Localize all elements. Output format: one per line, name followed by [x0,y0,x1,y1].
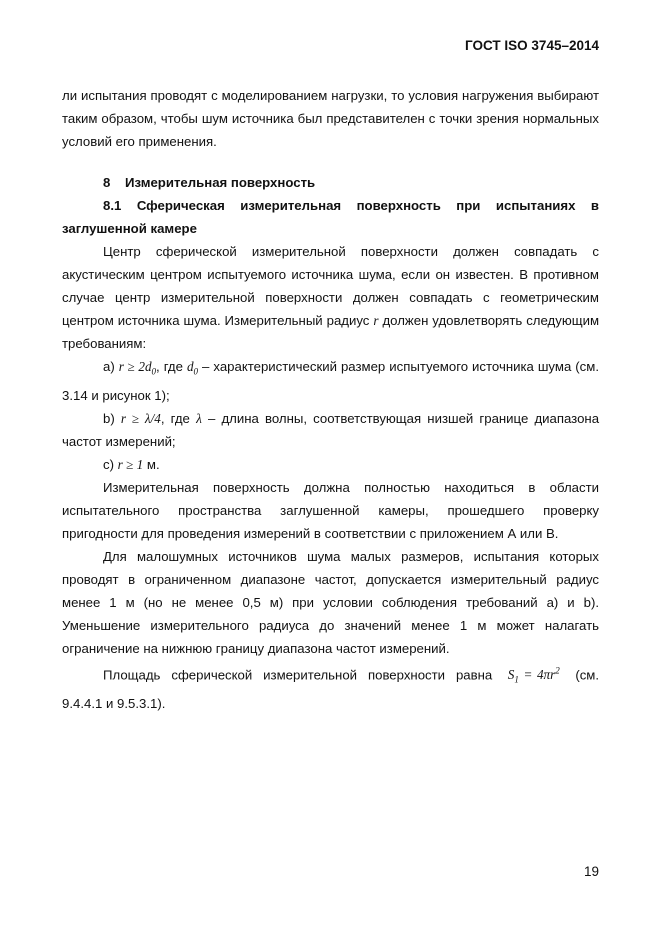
item-a-label: a) [103,359,115,374]
paragraph-center-text: Центр сферической измерительной поверхности должен совпадать с акустическим центром испытуемого источника шума, если он известен. В противном случае центр измерительной поверхности должен совпадать с геометрическим центром источника шума. Измерительный радиус [62,244,599,328]
section-number: 8 [103,175,111,190]
item-b-symbol: λ [196,410,202,426]
item-a-condition: $r \ge 2d_0$ [118,359,157,377]
paragraph-area-ref: (см. 9.4.4.1 и 9.5.3.1). [62,667,600,711]
paragraph-intro: ли испытания проводят с моделированием нагрузки, то условия нагружения выбирают таким образом, чтобы шум источника был представителен с точки зрения нормальных условий его применения. [62,88,599,149]
document-header: ГОСТ ISO 3745–2014 [465,38,599,53]
page-content [62,84,599,715]
paragraph-area [62,660,599,715]
paragraph-center [62,240,599,355]
paragraph-center-tail: должен удовлетворять следующим требованиям: [62,313,600,351]
subsection-heading-cont: заглушенной камере [62,221,197,236]
item-b-text: – длина волны, соответствующая низшей границе диапазона частот измерений; [62,410,600,449]
item-a-mid: , где [156,359,183,374]
item-c-label: c) [103,456,114,472]
symbol-r: r [373,313,379,328]
subsection-heading [62,194,599,217]
subsection-number: 8.1 [103,198,122,213]
item-c-text: м. [146,456,160,472]
subsection-title: Сферическая измерительная поверхность при испытаниях в [136,198,599,213]
section-heading [62,171,599,194]
area-formula: $S_1 = 4\pi r^2$ [507,665,560,685]
item-a-symbol: $d_0$ [186,359,199,377]
item-b-condition: r ≥ λ/4 [120,410,161,426]
item-a-text: – характеристический размер испытуемого источника шума (см. 3.14 и рисунок 1); [62,359,599,403]
page-number: 19 [583,864,599,879]
item-c-condition: r ≥ 1 [117,456,144,472]
item-b-label: b) [103,410,115,426]
list-item-b [62,407,599,453]
list-item-c [62,453,599,476]
paragraph-lownoise: Для малошумных источников шума малых размеров, испытания которых проводят в ограниченном диапазоне частот, допускается измерительный радиус менее 1 м (но не менее 0,5 м) при условии соблюдения требований a) и b). Уменьшение измерительного радиуса до значений менее 1 м может налагать ограничение на нижнюю границу диапазона частот измерений. [62,548,599,656]
item-b-mid: , где [160,410,190,426]
list-item-a [62,355,599,407]
paragraph-area-text: Площадь сферической измерительной поверхности равна [103,667,493,683]
section-title: Измерительная поверхность [125,175,316,190]
paragraph-surface: Измерительная поверхность должна полностью находиться в области испытательного пространства заглушенной камеры, прошедшего проверку пригодности для проведения измерений в соответствии с приложением А или В. [62,479,599,541]
